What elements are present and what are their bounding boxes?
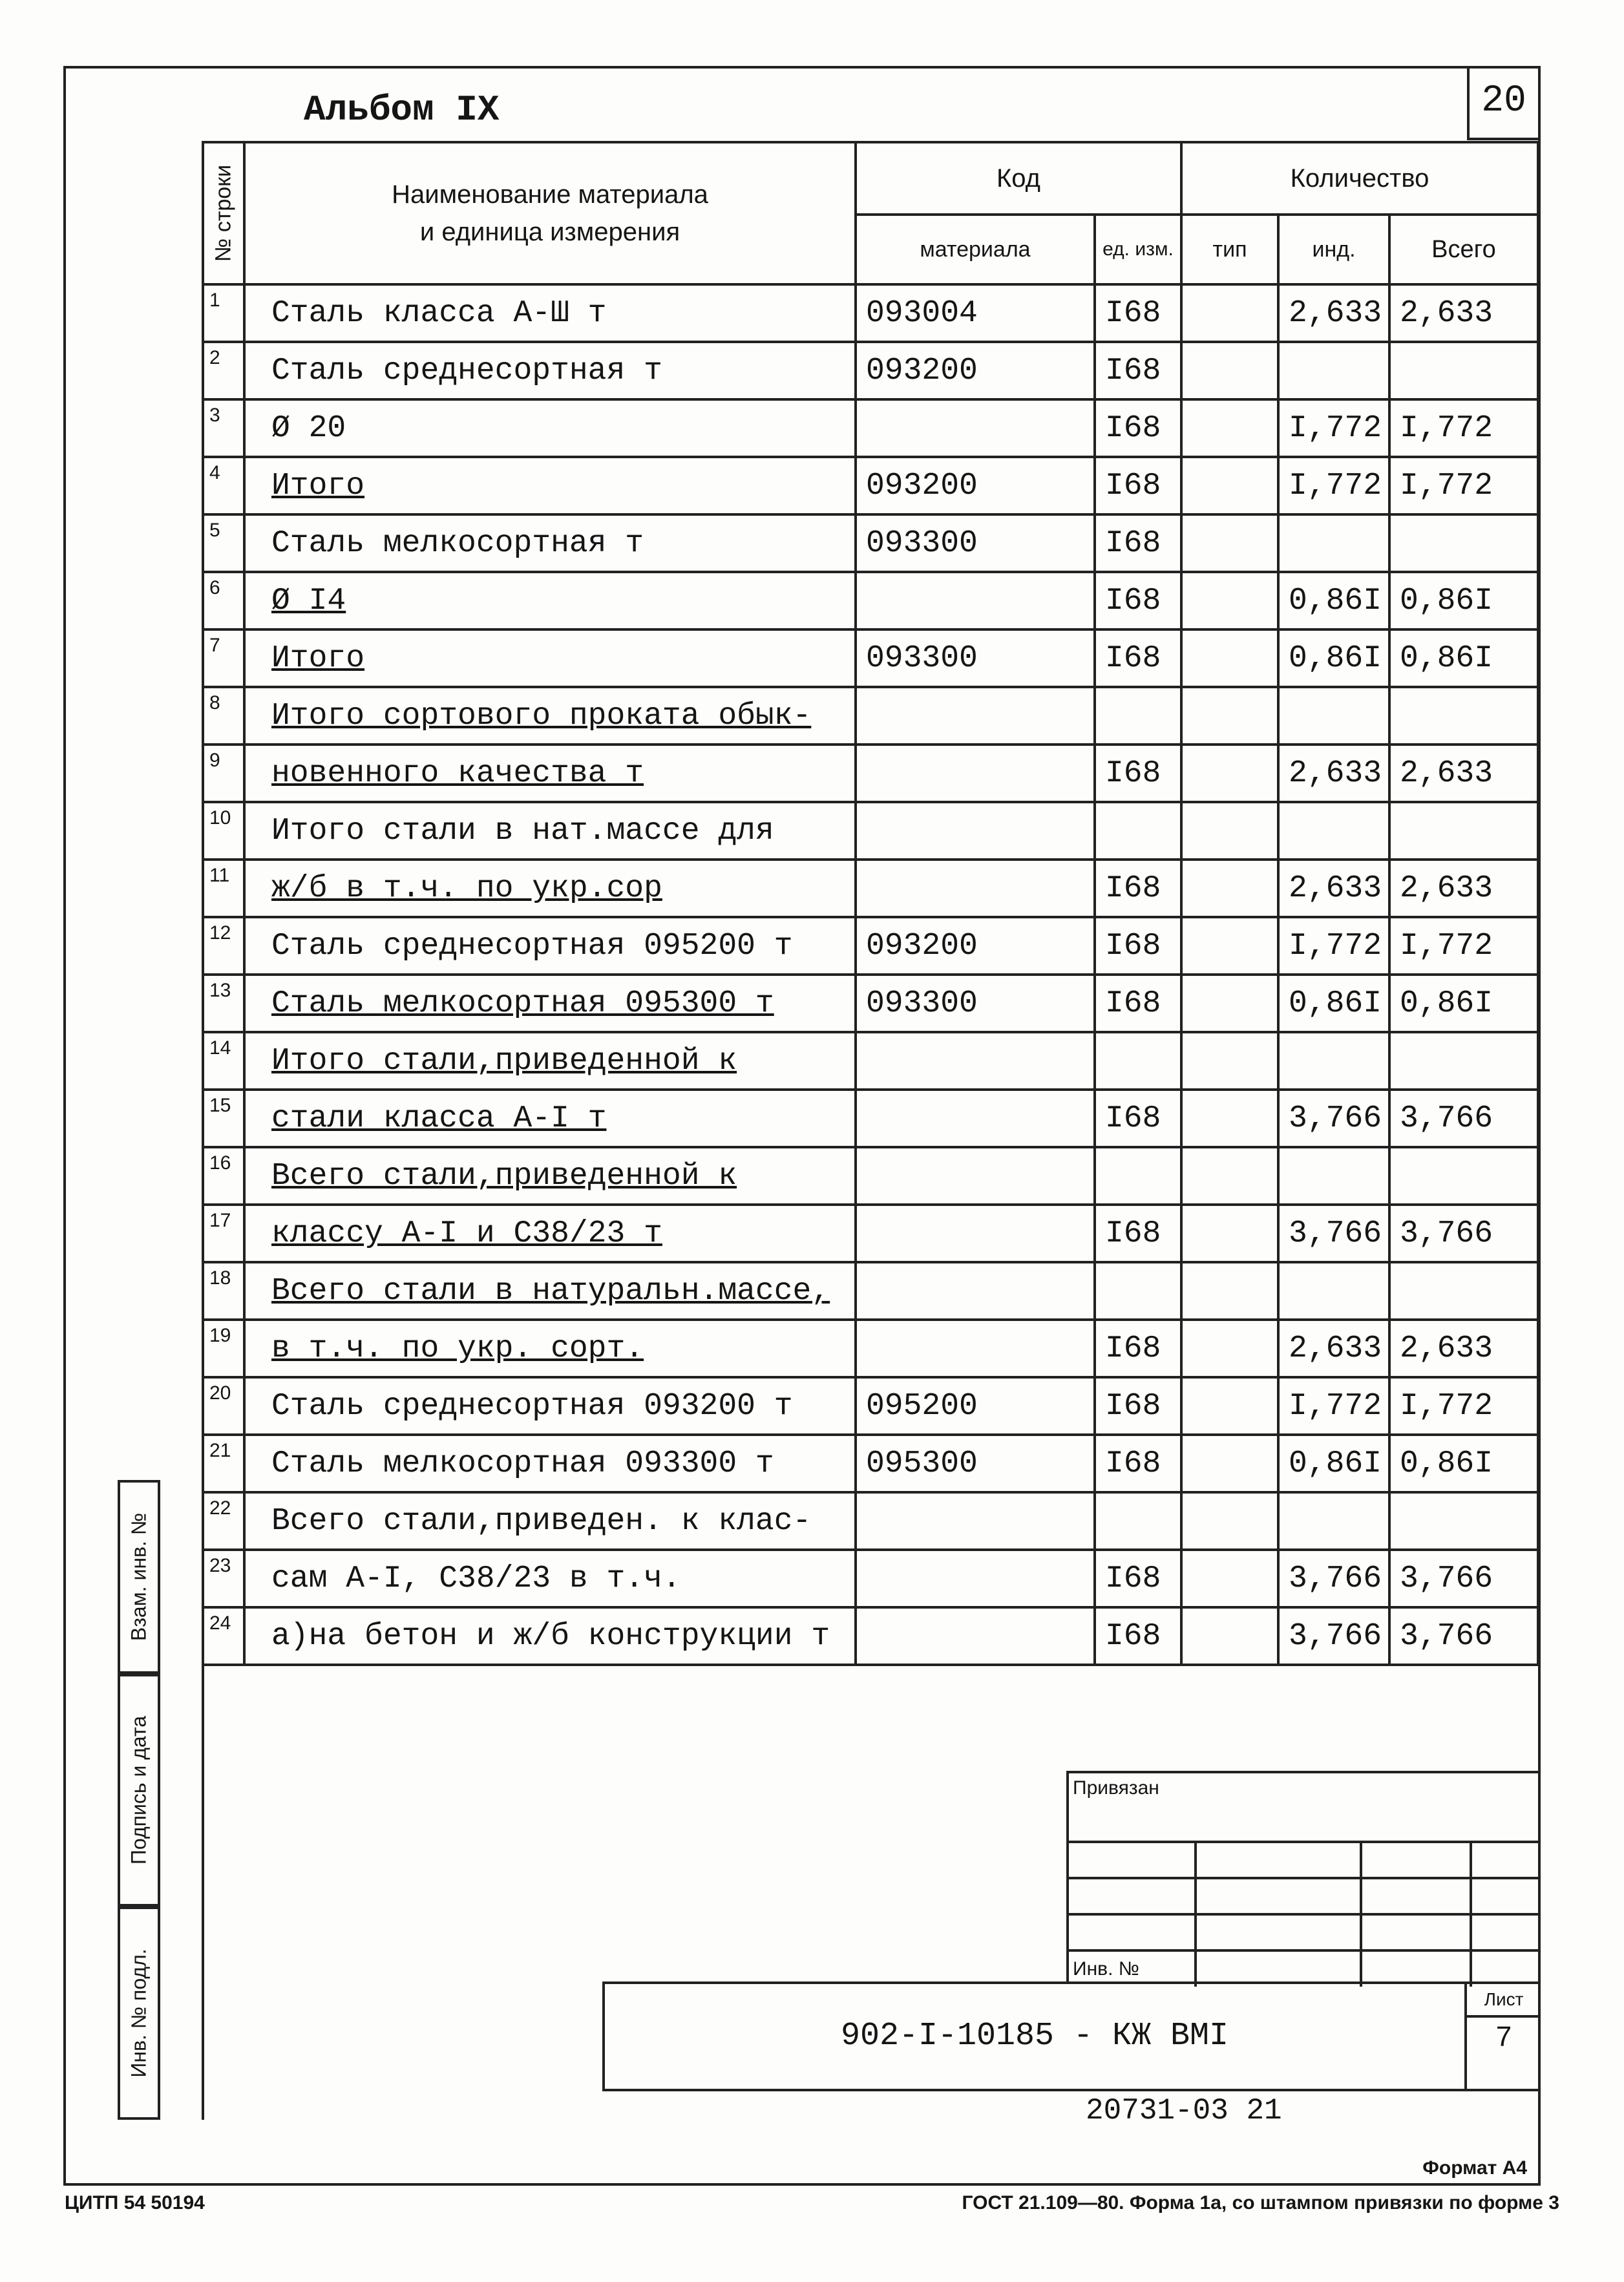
qty-ind	[1278, 1147, 1389, 1205]
qty-ind	[1278, 342, 1389, 399]
material-name: Итого сортового проката обык-	[244, 687, 856, 745]
row-number: 9	[203, 745, 244, 802]
material-name-header: Наименование материала и единица измерения	[244, 142, 856, 284]
qty-type	[1181, 629, 1278, 687]
footer-right: ГОСТ 21.109—80. Форма 1а, со штампом привязки по форме 3	[962, 2192, 1559, 2213]
qty-ind	[1278, 1492, 1389, 1550]
code-material-header: материала	[856, 215, 1095, 284]
unit-code: I68	[1095, 1090, 1181, 1147]
qty-type	[1181, 342, 1278, 399]
row-number: 2	[203, 342, 244, 399]
qty-total: I,772	[1389, 917, 1538, 975]
material-code: 093200	[856, 342, 1095, 399]
qty-type	[1181, 1550, 1278, 1607]
material-name: Итого	[244, 629, 856, 687]
material-name: сам А-I, С38/23 в т.ч.	[244, 1550, 856, 1607]
qty-ind: 0,86I	[1278, 975, 1389, 1032]
unit-code: I68	[1095, 399, 1181, 457]
side-signature-date: Подпись и дата	[118, 1674, 160, 1907]
qty-type	[1181, 745, 1278, 802]
qty-total: 0,86I	[1389, 572, 1538, 629]
unit-code: I68	[1095, 860, 1181, 917]
sheet-number: 20	[1467, 66, 1538, 140]
binding-label: Привязан	[1073, 1777, 1159, 1799]
row-number: 17	[203, 1205, 244, 1262]
material-name: Сталь класса А-Ш т	[244, 284, 856, 342]
material-name: Всего стали,приведенной к	[244, 1147, 856, 1205]
qty-ind	[1278, 687, 1389, 745]
material-code	[856, 1147, 1095, 1205]
material-name: классу А-I и С38/23 т	[244, 1205, 856, 1262]
qty-total	[1389, 342, 1538, 399]
format-label: Формат А4	[1422, 2157, 1527, 2179]
table-row	[203, 342, 1538, 399]
qty-total	[1389, 687, 1538, 745]
materials-table	[202, 141, 1539, 1666]
qty-ind: 3,766	[1278, 1205, 1389, 1262]
material-name: Ø 20	[244, 399, 856, 457]
unit-code: I68	[1095, 629, 1181, 687]
side-inv-original: Инв. № подл.	[118, 1907, 160, 2120]
qty-ind: I,772	[1278, 1377, 1389, 1435]
material-name: Сталь мелкосортная 095300 т	[244, 975, 856, 1032]
qty-type	[1181, 1377, 1278, 1435]
unit-code: I68	[1095, 745, 1181, 802]
unit-code: I68	[1095, 457, 1181, 514]
row-number: 15	[203, 1090, 244, 1147]
material-code	[856, 1032, 1095, 1090]
qty-ind	[1278, 1262, 1389, 1320]
material-name: Итого	[244, 457, 856, 514]
qty-type	[1181, 514, 1278, 572]
row-number: 5	[203, 514, 244, 572]
material-code	[856, 572, 1095, 629]
qty-total: I,772	[1389, 457, 1538, 514]
qty-ind: I,772	[1278, 917, 1389, 975]
qty-type	[1181, 917, 1278, 975]
material-name: Сталь среднесортная 093200 т	[244, 1377, 856, 1435]
qty-type	[1181, 1090, 1278, 1147]
sheet-label: Лист	[1467, 1984, 1541, 2018]
row-number: 4	[203, 457, 244, 514]
qty-type-header: тип	[1181, 215, 1278, 284]
material-code	[856, 1205, 1095, 1262]
qty-type	[1181, 1492, 1278, 1550]
row-number: 18	[203, 1262, 244, 1320]
row-number: 22	[203, 1492, 244, 1550]
qty-total	[1389, 802, 1538, 860]
qty-type	[1181, 1205, 1278, 1262]
title-block	[602, 1981, 1541, 2091]
qty-type	[1181, 1147, 1278, 1205]
qty-total: 0,86I	[1389, 629, 1538, 687]
qty-ind: 0,86I	[1278, 572, 1389, 629]
table-row	[203, 802, 1538, 860]
row-number: 1	[203, 284, 244, 342]
album-title: Альбом IX	[304, 89, 500, 131]
qty-total	[1389, 514, 1538, 572]
table-row	[203, 572, 1538, 629]
table-row	[203, 514, 1538, 572]
qty-ind: I,772	[1278, 457, 1389, 514]
qty-ind: 0,86I	[1278, 1435, 1389, 1492]
table-row	[203, 1377, 1538, 1435]
qty-type	[1181, 860, 1278, 917]
material-name: Ø I4	[244, 572, 856, 629]
qty-ind: 3,766	[1278, 1550, 1389, 1607]
qty-total: 3,766	[1389, 1205, 1538, 1262]
table-row	[203, 975, 1538, 1032]
qty-type	[1181, 457, 1278, 514]
qty-type	[1181, 399, 1278, 457]
document-designation: 902-I-10185 - КЖ ВМI	[840, 2018, 1229, 2055]
qty-total	[1389, 1032, 1538, 1090]
unit-code: I68	[1095, 1377, 1181, 1435]
material-code: 093300	[856, 975, 1095, 1032]
table-row	[203, 1607, 1538, 1665]
row-number: 7	[203, 629, 244, 687]
table-row	[203, 629, 1538, 687]
row-number: 13	[203, 975, 244, 1032]
qty-type	[1181, 1607, 1278, 1665]
row-number: 6	[203, 572, 244, 629]
table-row	[203, 917, 1538, 975]
qty-total: 3,766	[1389, 1550, 1538, 1607]
footer-left: ЦИТП 54 50194	[65, 2192, 205, 2213]
qty-total: 3,766	[1389, 1090, 1538, 1147]
unit-code: I68	[1095, 514, 1181, 572]
unit-code: I68	[1095, 917, 1181, 975]
row-number: 11	[203, 860, 244, 917]
material-name: Сталь мелкосортная 093300 т	[244, 1435, 856, 1492]
material-name: ж/б в т.ч. по укр.сор	[244, 860, 856, 917]
unit-code	[1095, 802, 1181, 860]
material-code	[856, 1492, 1095, 1550]
qty-total: 3,766	[1389, 1607, 1538, 1665]
handwritten-number: 20731-03 21	[1086, 2094, 1282, 2128]
material-code	[856, 1550, 1095, 1607]
side-vzam-inv: Взам. инв. №	[118, 1480, 160, 1674]
qty-total: I,772	[1389, 399, 1538, 457]
material-name: Сталь среднесортная 095200 т	[244, 917, 856, 975]
unit-code: I68	[1095, 342, 1181, 399]
unit-code: I68	[1095, 572, 1181, 629]
qty-total	[1389, 1492, 1538, 1550]
table-row	[203, 745, 1538, 802]
material-name: Всего стали,приведен. к клас-	[244, 1492, 856, 1550]
qty-ind: 0,86I	[1278, 629, 1389, 687]
material-code: 093004	[856, 284, 1095, 342]
qty-ind: 3,766	[1278, 1607, 1389, 1665]
material-code: 093200	[856, 457, 1095, 514]
table-row	[203, 284, 1538, 342]
material-code: 095300	[856, 1435, 1095, 1492]
material-name: Всего стали в натуральн.массе,	[244, 1262, 856, 1320]
inv-no-label: Инв. №	[1073, 1958, 1139, 1980]
code-unit-header: ед. изм.	[1095, 215, 1181, 284]
material-name: Итого стали в нат.массе для	[244, 802, 856, 860]
table-row	[203, 1090, 1538, 1147]
qty-type	[1181, 1435, 1278, 1492]
qty-total: 2,633	[1389, 860, 1538, 917]
qty-total: 0,86I	[1389, 975, 1538, 1032]
qty-ind: 2,633	[1278, 284, 1389, 342]
qty-total: 0,86I	[1389, 1435, 1538, 1492]
code-header: Код	[856, 142, 1181, 215]
table-row	[203, 1492, 1538, 1550]
material-name: а)на бетон и ж/б конструкции т	[244, 1607, 856, 1665]
unit-code	[1095, 1147, 1181, 1205]
material-code	[856, 1607, 1095, 1665]
qty-type	[1181, 1320, 1278, 1377]
row-number: 3	[203, 399, 244, 457]
qty-total	[1389, 1147, 1538, 1205]
binding-stamp	[1066, 1771, 1541, 1984]
qty-ind	[1278, 802, 1389, 860]
material-name: новенного качества т	[244, 745, 856, 802]
row-number: 10	[203, 802, 244, 860]
unit-code: I68	[1095, 1205, 1181, 1262]
material-code	[856, 745, 1095, 802]
table-row	[203, 860, 1538, 917]
qty-total: 2,633	[1389, 745, 1538, 802]
table-row	[203, 1205, 1538, 1262]
table-row	[203, 1147, 1538, 1205]
material-code	[856, 1090, 1095, 1147]
unit-code: I68	[1095, 1550, 1181, 1607]
sheet-value: 7	[1495, 2021, 1512, 2053]
qty-total-header: Всего	[1389, 215, 1538, 284]
table-row	[203, 399, 1538, 457]
material-name: Сталь мелкосортная т	[244, 514, 856, 572]
row-number: 19	[203, 1320, 244, 1377]
qty-type	[1181, 802, 1278, 860]
unit-code	[1095, 1262, 1181, 1320]
table-row	[203, 1550, 1538, 1607]
row-number: 23	[203, 1550, 244, 1607]
qty-ind	[1278, 514, 1389, 572]
qty-type	[1181, 1262, 1278, 1320]
unit-code	[1095, 1032, 1181, 1090]
material-code	[856, 802, 1095, 860]
table-row	[203, 1435, 1538, 1492]
material-code	[856, 1320, 1095, 1377]
material-code	[856, 1262, 1095, 1320]
unit-code: I68	[1095, 284, 1181, 342]
row-number: 12	[203, 917, 244, 975]
material-name: Сталь среднесортная т	[244, 342, 856, 399]
material-code: 095200	[856, 1377, 1095, 1435]
qty-ind: 2,633	[1278, 860, 1389, 917]
qty-ind: 2,633	[1278, 745, 1389, 802]
row-number: 14	[203, 1032, 244, 1090]
left-border-line	[202, 1657, 204, 2120]
material-code: 093200	[856, 917, 1095, 975]
material-code: 093300	[856, 514, 1095, 572]
table-row	[203, 1320, 1538, 1377]
qty-type	[1181, 975, 1278, 1032]
qty-total: I,772	[1389, 1377, 1538, 1435]
qty-ind: I,772	[1278, 399, 1389, 457]
qty-total: 2,633	[1389, 1320, 1538, 1377]
material-code: 093300	[856, 629, 1095, 687]
row-number: 20	[203, 1377, 244, 1435]
material-name: стали класса А-I т	[244, 1090, 856, 1147]
table-row	[203, 457, 1538, 514]
material-name: Итого стали,приведенной к	[244, 1032, 856, 1090]
table-row	[203, 687, 1538, 745]
table-row	[203, 1032, 1538, 1090]
qty-type	[1181, 687, 1278, 745]
qty-ind-header: инд.	[1278, 215, 1389, 284]
qty-type	[1181, 1032, 1278, 1090]
material-code	[856, 399, 1095, 457]
material-code	[856, 860, 1095, 917]
unit-code	[1095, 687, 1181, 745]
qty-ind: 3,766	[1278, 1090, 1389, 1147]
qty-ind	[1278, 1032, 1389, 1090]
unit-code: I68	[1095, 1320, 1181, 1377]
row-number: 8	[203, 687, 244, 745]
qty-type	[1181, 284, 1278, 342]
row-number: 24	[203, 1607, 244, 1665]
material-code	[856, 687, 1095, 745]
qty-total: 2,633	[1389, 284, 1538, 342]
row-number-header: № строки	[203, 142, 244, 284]
qty-ind: 2,633	[1278, 1320, 1389, 1377]
row-number: 21	[203, 1435, 244, 1492]
unit-code	[1095, 1492, 1181, 1550]
qty-total	[1389, 1262, 1538, 1320]
table-row	[203, 1262, 1538, 1320]
row-number: 16	[203, 1147, 244, 1205]
unit-code: I68	[1095, 975, 1181, 1032]
unit-code: I68	[1095, 1607, 1181, 1665]
qty-type	[1181, 572, 1278, 629]
unit-code: I68	[1095, 1435, 1181, 1492]
material-name: в т.ч. по укр. сорт.	[244, 1320, 856, 1377]
quantity-header: Количество	[1181, 142, 1538, 215]
